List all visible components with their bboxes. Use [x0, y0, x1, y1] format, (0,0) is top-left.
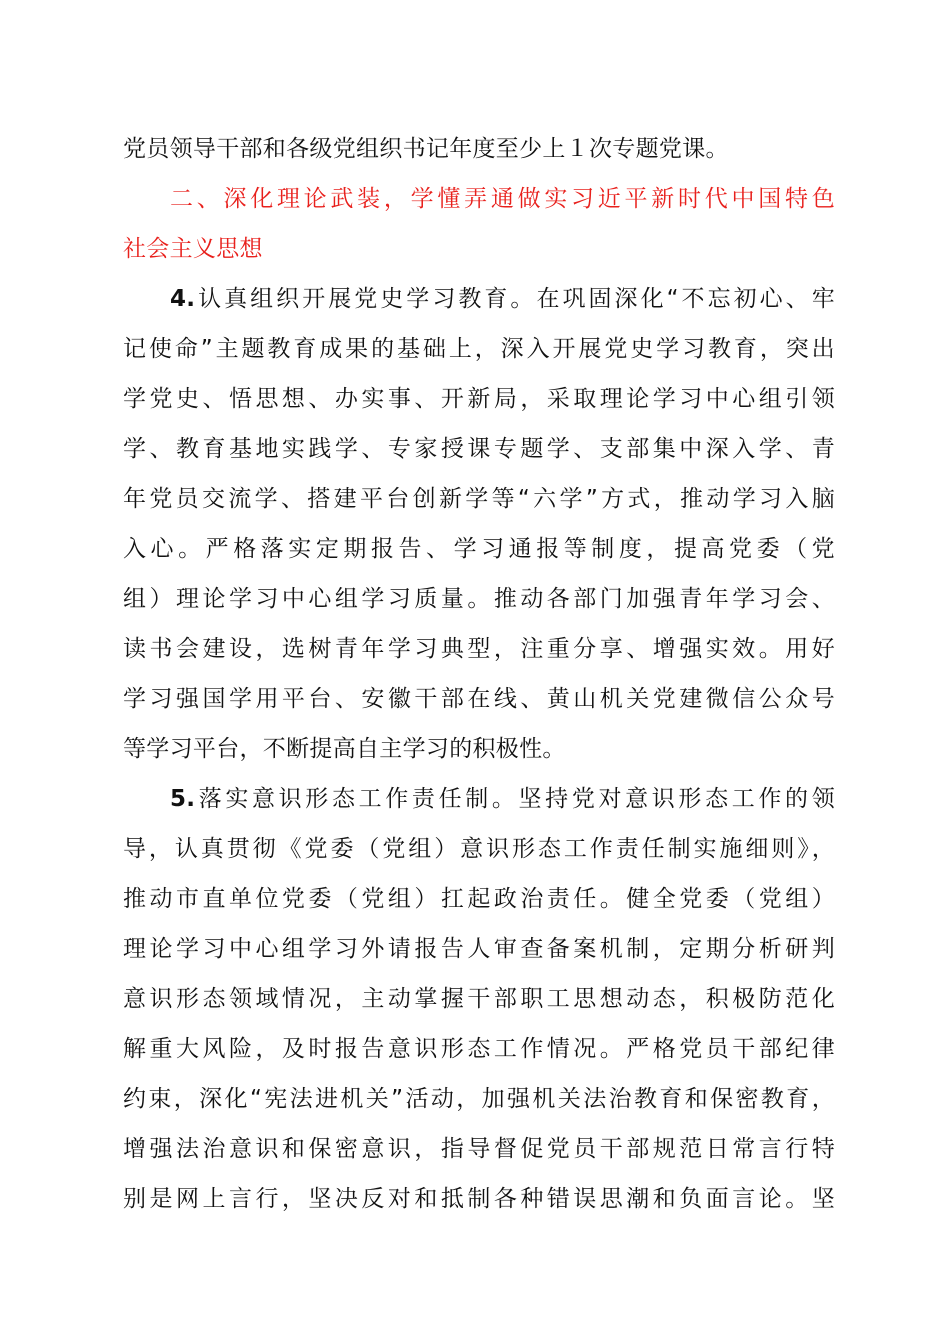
heading-line: 二、深化理论武装，学懂弄通做实习近平新时代中国特色 [170, 186, 835, 212]
item-title-text: 认真组织开展党史学习教育。在巩固深化“不忘初心、牢 [195, 286, 835, 312]
text-line: 入心。严格落实定期报告、学习通报等制度，提高党委（党 [123, 536, 835, 562]
text-line: 等学习平台，不断提高自主学习的积极性。 [123, 736, 566, 762]
document-body [123, 124, 835, 1224]
item-number: 4. [170, 286, 196, 312]
text-line: 学、教育基地实践学、专家授课专题学、支部集中深入学、青 [123, 436, 835, 462]
text-line: 约束，深化“宪法进机关”活动，加强机关法治教育和保密教育， [123, 1086, 835, 1112]
paragraph-item-4 [123, 274, 835, 774]
section-heading [123, 174, 835, 274]
text-line: 意识形态领域情况，主动掌握干部职工思想动态，积极防范化 [123, 986, 835, 1012]
text-line: 学习强国学用平台、安徽干部在线、黄山机关党建微信公众号 [123, 686, 835, 712]
text-line: 增强法治意识和保密意识，指导督促党员干部规范日常言行特 [123, 1136, 835, 1162]
text-line: 理论学习中心组学习外请报告人审查备案机制，定期分析研判 [123, 936, 835, 962]
item-number: 5. [170, 786, 196, 812]
text-line: 读书会建设，选树青年学习典型，注重分享、增强实效。用好 [123, 636, 835, 662]
text-line: 组）理论学习中心组学习质量。推动各部门加强青年学习会、 [123, 586, 835, 612]
heading-line: 社会主义思想 [123, 236, 263, 262]
continuation-paragraph [123, 124, 835, 174]
item-title-text: 落实意识形态工作责任制。坚持党对意识形态工作的领 [195, 786, 835, 812]
text-line: 解重大风险，及时报告意识形态工作情况。严格党员干部纪律 [123, 1036, 835, 1062]
text-line: 学党史、悟思想、办实事、开新局，采取理论学习中心组引领 [123, 386, 835, 412]
paragraph-first-line [123, 274, 835, 324]
text-line: 党员领导干部和各级党组织书记年度至少上１次专题党课。 [123, 136, 729, 162]
text-line: 年党员交流学、搭建平台创新学等“六学”方式，推动学习入脑 [123, 486, 835, 512]
text-line: 记使命”主题教育成果的基础上，深入开展党史学习教育，突出 [123, 336, 835, 362]
text-line: 别是网上言行，坚决反对和抵制各种错误思潮和负面言论。坚 [123, 1186, 835, 1212]
paragraph-first-line [123, 774, 835, 824]
text-line: 推动市直单位党委（党组）扛起政治责任。健全党委（党组） [123, 886, 835, 912]
paragraph-item-5 [123, 774, 835, 1224]
text-line: 导，认真贯彻《党委（党组）意识形态工作责任制实施细则》， [123, 836, 835, 862]
